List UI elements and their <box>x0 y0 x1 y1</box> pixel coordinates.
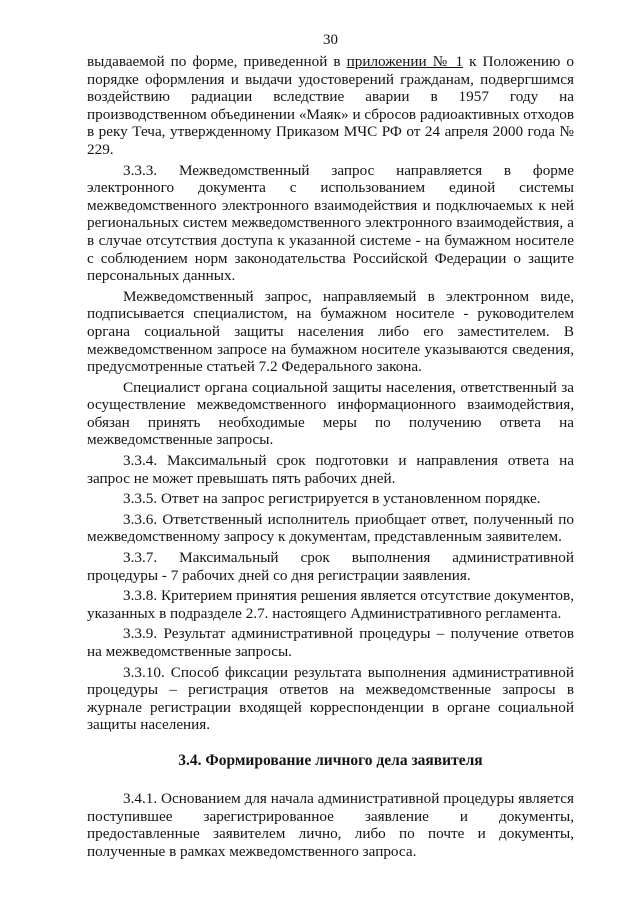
paragraph-3-3-9: 3.3.9. Результат административной процедуры – получение ответов на межведомственные запросы. <box>87 625 574 660</box>
paragraph-3-3-10: 3.3.10. Способ фиксации результата выполнения административной процедуры – регистрация ответов на межведомственные запросы в журнале регистрации входящей корреспонденции в органе социальной защиты населения. <box>87 663 574 734</box>
appendix-link[interactable]: приложении № 1 <box>346 53 464 70</box>
intro-paragraph <box>87 53 574 159</box>
paragraph-3-3-5: 3.3.5. Ответ на запрос регистрируется в установленном порядке. <box>123 490 541 508</box>
intro-text-before-link: выдаваемой по форме, приведенной в <box>87 53 347 70</box>
paragraph-interagency-request-signing: Межведомственный запрос, направляемый в электронном виде, подписывается специалистом, на бумажном носителе - руководителем органа социальной защиты населения либо его заместителем. В межведомственном запросе на бумажном носителе указываются сведения, предусмотренные статьей 7.2 Федерального закона. <box>87 287 574 376</box>
document-page <box>87 32 574 860</box>
paragraph-3-4-1: 3.4.1. Основанием для начала административной процедуры является поступившее зарегистрированное заявление и документы, предоставленные заявителем лично, либо по почте и документы, полученные в рамках межведомственного запроса. <box>87 789 574 860</box>
intro-text-after-link: к Положению о порядке оформления и выдачи удостоверений гражданам, подвергшимся воздействию радиации вследствие аварии в 1957 году на производственном объединении «Маяк» и сбросов радиоактивных отходов в реку Теча, утвержденному Приказом МЧС РФ от 24 апреля 2000 года № 229. <box>87 53 574 158</box>
paragraph-3-3-3: 3.3.3. Межведомственный запрос направляется в форме электронного документа с использованием единой системы межведомственного электронного взаимодействия и подключаемых к ней региональных систем межведомственного электронного взаимодействия, а в случае отсутствия доступа к указанной системе - на бумажном носителе с соблюдением норм законодательства Российской Федерации о защите персональных данных. <box>87 161 574 285</box>
paragraph-specialist-duty: Специалист органа социальной защиты населения, ответственный за осуществление межведомственного информационного взаимодействия, обязан принять необходимые меры по получению ответа на межведомственные запросы. <box>87 378 574 449</box>
page-number: 30 <box>323 32 338 48</box>
paragraph-3-3-8: 3.3.8. Критерием принятия решения является отсутствие документов, указанных в подразделе 2.7. настоящего Административного регламента. <box>87 587 574 622</box>
section-heading-3-4: 3.4. Формирование личного дела заявителя <box>178 751 483 769</box>
paragraph-3-3-7: 3.3.7. Максимальный срок выполнения административной процедуры - 7 рабочих дней со дня регистрации заявления. <box>87 549 574 584</box>
paragraph-3-3-6: 3.3.6. Ответственный исполнитель приобщает ответ, полученный по межведомственному запросу к документам, представленным заявителем. <box>87 510 574 546</box>
paragraph-3-3-4: 3.3.4. Максимальный срок подготовки и направления ответа на запрос не может превышать пять рабочих дней. <box>87 452 574 487</box>
